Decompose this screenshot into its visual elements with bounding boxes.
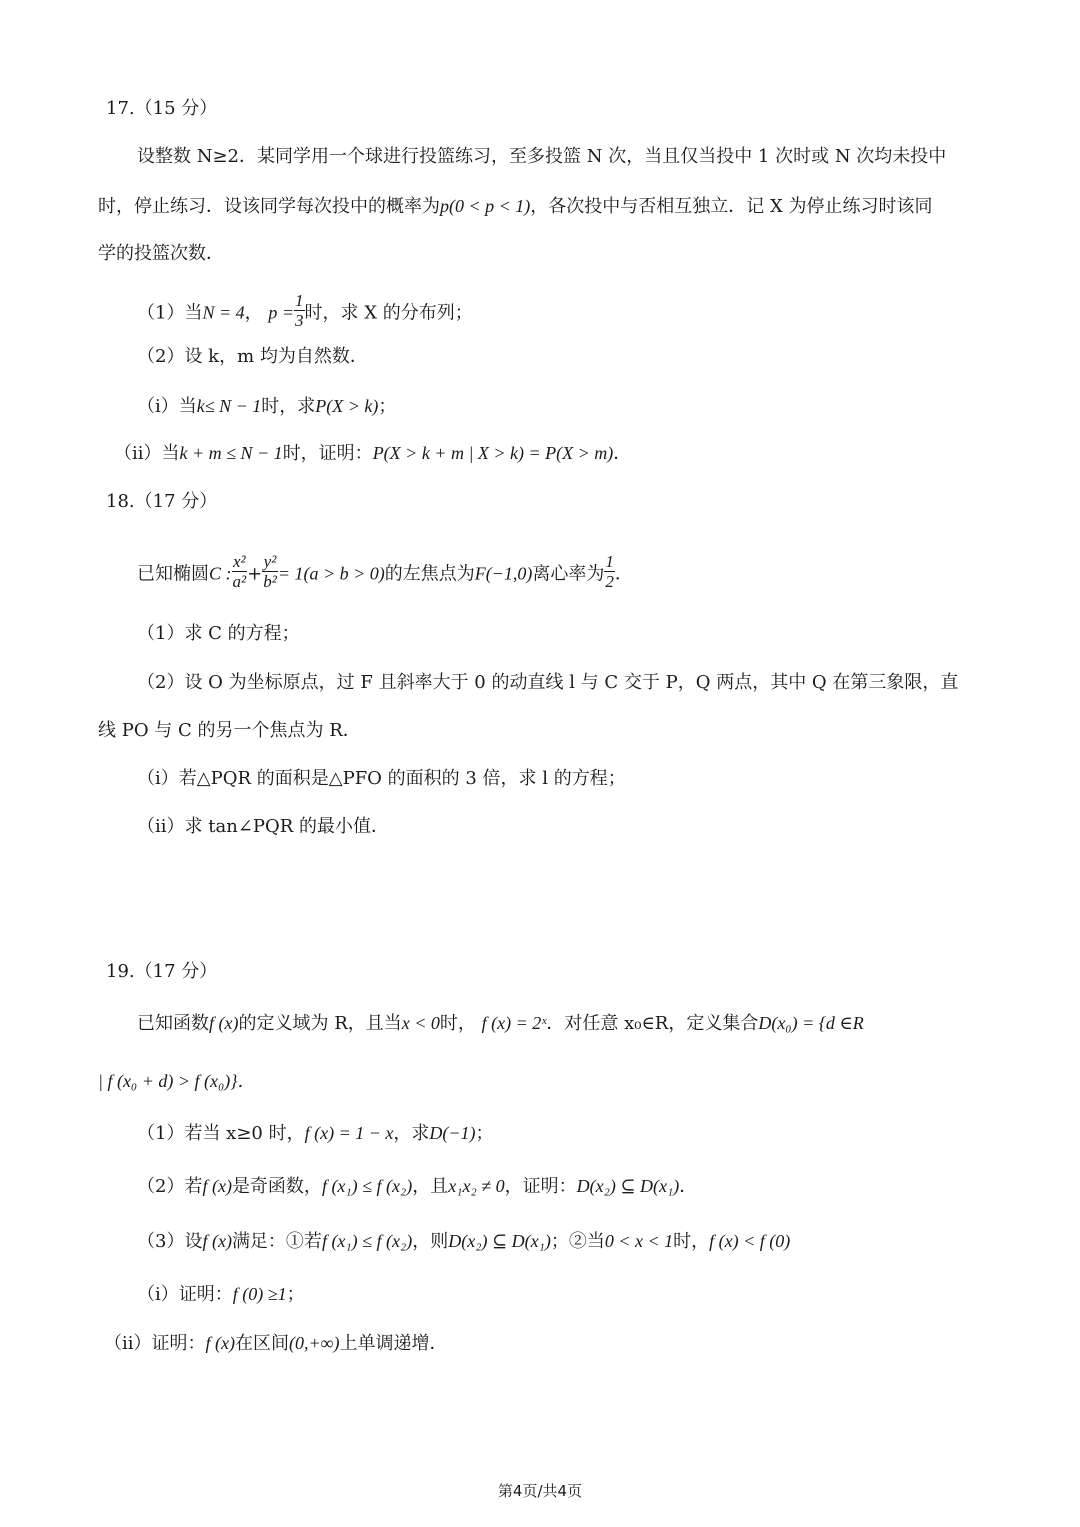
- q18-sub2-ii: （ⅱ）求 tan∠PQR 的最小值．: [137, 816, 390, 837]
- q18-fraction-one-half: $\frac{1}{2}$: [605, 552, 614, 591]
- q18-fraction-y2-b2: $\frac{\text{y²}}{\text{b²}}$: [263, 552, 277, 591]
- q17-sub1: （1）当N = 4， p = $\frac{1}{3}$ 时，求 X 的分布列；: [137, 291, 473, 330]
- q17-paragraph-line1: 设整数 N≥2．某同学用一个球进行投篮练习，至多投篮 N 次，当且仅当投中 1 次时或 N 次均未投中: [137, 146, 947, 167]
- q19-sub3: （3）设f (x)满足：①若f (x₁) ≤ f (x₂)，则D(x₂) ⊆ D(x₁)；②当0 < x < 1时，f (x) < f (0): [137, 1231, 791, 1252]
- q18-sub2-line2: 线 PO 与 C 的另一个焦点为 R．: [98, 720, 361, 741]
- q18-sub2-i: （ⅰ）若△PQR 的面积是△PFO 的面积的 3 倍，求 l 的方程；: [137, 768, 626, 789]
- q18-header: 18.（17 分）: [106, 491, 218, 512]
- q19-sub3-i: （ⅰ）证明：f (0) ≥1；: [137, 1284, 305, 1305]
- q19-paragraph-line2: | f (x₀ + d) > f (x₀)}．: [98, 1071, 256, 1091]
- q19-paragraph-line1: 已知函数f (x)的定义域为 R，且当x < 0时， f (x) = 2ˣ．对任意 x₀∈R，定义集合D(x₀) = {d ∈R: [137, 1013, 864, 1034]
- q18-fraction-x2-a2: $\frac{\text{x²}}{\text{a²}}$: [232, 552, 247, 591]
- q17-fraction-one-third: $\frac{1}{3}$: [295, 291, 304, 330]
- q17-sub2: （2）设 k，m 均为自然数．: [137, 346, 368, 367]
- q17-sub2-i: （ⅰ）当k≤ N − 1时，求P(X > k)；: [137, 396, 397, 417]
- q19-header: 19.（17 分）: [106, 961, 218, 982]
- q17-paragraph-line3: 学的投篮次数．: [98, 243, 224, 264]
- q17-header: 17.（15 分）: [106, 98, 218, 119]
- q17-sub2-ii: （ⅱ）当k + m ≤ N − 1时，证明：P(X > k + m | X > k) = P(X > m)．: [114, 443, 632, 464]
- q19-sub1: （1）若当 x≥0 时，f (x) = 1 − x，求D(−1)；: [137, 1123, 494, 1144]
- page-number-footer: 第4页/共4页: [497, 1482, 583, 1500]
- q18-sub1: （1）求 C 的方程；: [137, 623, 300, 644]
- q18-ellipse-definition: 已知椭圆C : $\frac{\text{x²}}{\text{a²}}$ + $\frac{\text{y²}}{\text{b²}}$ = 1(a > b > 0)的左焦点为F(−1,0)离心率为 $\frac{1}{2}$ ．: [137, 552, 633, 591]
- q18-sub2-line1: （2）设 O 为坐标原点，过 F 且斜率大于 0 的动直线 l 与 C 交于 P，Q 两点，其中 Q 在第三象限，直: [137, 672, 959, 693]
- q17-paragraph-line2: 时，停止练习．设该同学每次投中的概率为p(0 < p < 1)，各次投中与否相互独立．记 X 为停止练习时该同: [98, 196, 933, 217]
- q19-sub2: （2）若f (x)是奇函数，f (x₁) ≤ f (x₂)，且x₁x₂ ≠ 0，证明：D(x₂) ⊆ D(x₁)．: [137, 1176, 698, 1197]
- q19-sub3-ii: （ⅱ）证明：f (x)在区间(0,+∞)上单调递增．: [104, 1333, 448, 1354]
